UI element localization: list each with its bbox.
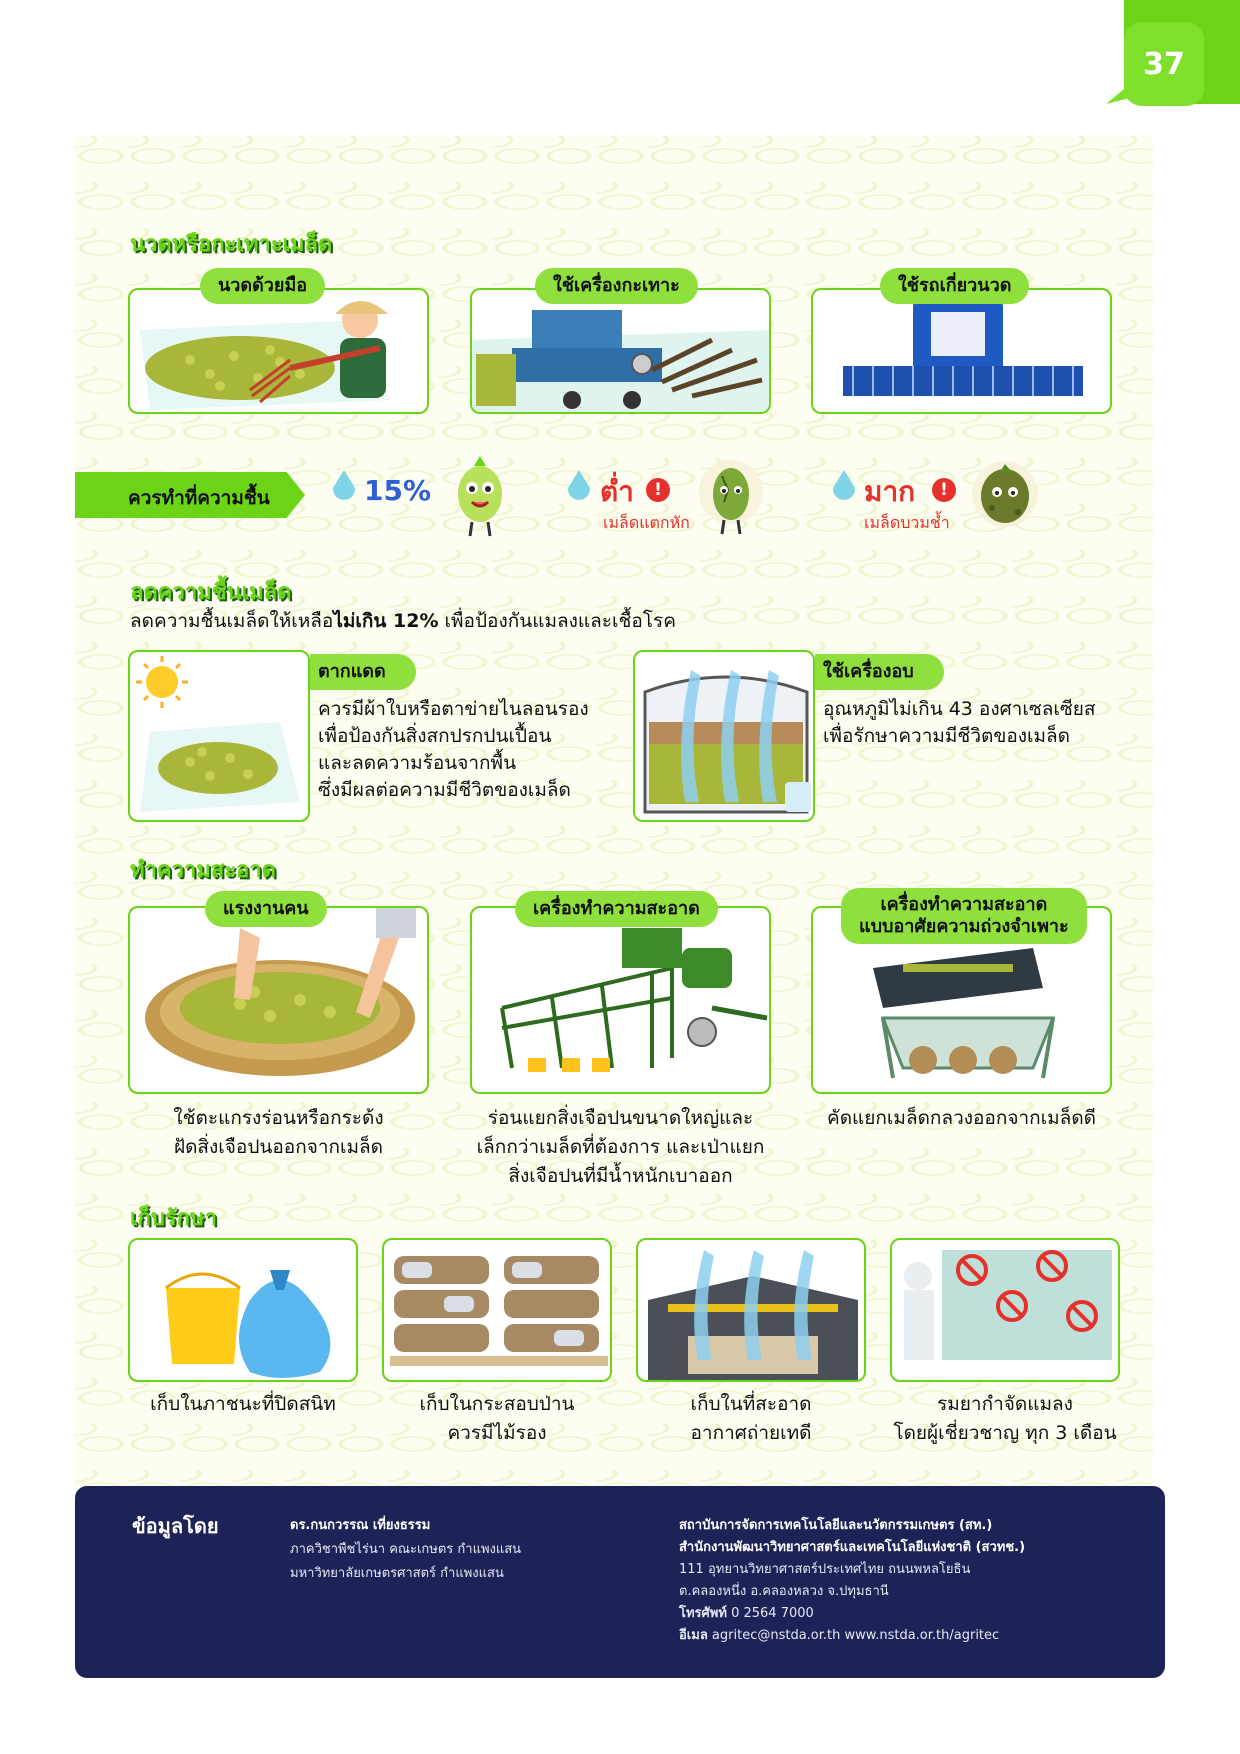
sun-drying-description: ควรมีผ้าใบหรือตาข่ายไนลอนรอง เพื่อป้องกันสิ่งสกปรกปนเปื้อน และลดความร้อนจากพื้น ซึ่งมีผลต่อความมีชีวิตของเมล็ด [318,698,589,801]
moisture-high-effect: เมล็ดบวมช้ำ [864,513,950,532]
jute-sacks-caption: เก็บในกระสอบป่าน ควรมีไม้รอง [419,1393,575,1444]
ventilated-warehouse-caption: เก็บในที่สะอาด อากาศถ่ายเทดี [690,1393,812,1444]
manual-cleaning-caption: ใช้ตะแกรงร่อนหรือกระด้ง ฝัดสิ่งเจือปนออกจากเมล็ด [173,1107,384,1158]
warning-icon: ! [646,478,670,502]
swollen-seed-icon [970,456,1040,536]
author-department: ภาควิชาพืชไร่นา คณะเกษตร กำแพงแสน [290,1542,522,1557]
credits-heading: ข้อมูลโดย [132,1514,219,1538]
manual-cleaning-label: แรงงานคน [205,891,327,927]
ventilated-warehouse-image [636,1238,866,1382]
gravity-separator-label: เครื่องทำความสะอาด แบบอาศัยความถ่วงจำเพาะ [841,888,1087,944]
oven-drying-label: ใช้เครื่องอบ [815,654,944,690]
gravity-separator-caption: คัดแยกเมล็ดกลวงออกจากเมล็ดดี [827,1107,1096,1129]
happy-seed-icon [450,454,510,538]
method-thresher-label: ใช้เครื่องกะเทาะ [535,268,698,304]
section-title-cleaning: ทำความสะอาด [130,858,276,883]
cracked-seed-icon [698,456,764,536]
moisture-low-value: ต่ำ [600,475,634,508]
warning-icon: ! [932,478,956,502]
org-name-2: สำนักงานพัฒนาวิทยาศาสตร์และเทคโนโลยีแห่งชาติ (สวทช.) [679,1540,1026,1555]
cleaning-machine-label: เครื่องทำความสะอาด [515,891,718,927]
moisture-high-value: มาก [864,475,916,508]
cleaning-machine-image [470,906,771,1094]
org-email: อีเมล agritec@nstda.or.th www.nstda.or.th/agritec [679,1628,1000,1643]
org-address-1: 111 อุทยานวิทยาศาสตร์ประเทศไทย ถนนพหลโยธิน [679,1562,971,1577]
hand-threshing-image [128,288,429,414]
author-name: ดร.กนกวรรณ เที่ยงธรรม [290,1518,431,1533]
moisture-low-effect: เมล็ดแตกหัก [603,513,690,532]
fumigation-image [890,1238,1120,1382]
combine-harvester-image [811,288,1112,414]
oven-drying-image [633,650,815,822]
page-number: 37 [1124,22,1204,106]
oven-drying-description: อุณหภูมิไม่เกิน 43 องศาเซลเซียส เพื่อรักษาความมีชีวิตของเมล็ด [823,698,1096,747]
drying-intro: ลดความชื้นเมล็ดให้เหลือไม่เกิน 12% เพื่อป้องกันแมลงและเชื้อโรค [130,610,676,632]
method-combine-label: ใช้รถเกี่ยวนวด [880,268,1029,304]
manual-cleaning-image [128,906,429,1094]
section-title-drying: ลดความชื้นเมล็ด [130,580,292,605]
moisture-label: ควรทำที่ความชื้น [128,487,270,509]
method-hand-threshing-label: นวดด้วยมือ [200,268,325,304]
moisture-target-value: 15% [364,474,432,507]
org-phone: โทรศัพท์ 0 2564 7000 [679,1606,814,1621]
cleaning-machine-caption: ร่อนแยกสิ่งเจือปนขนาดใหญ่และ เล็กกว่าเมล็ดที่ต้องการ และเป่าแยก สิ่งเจือปนที่มีน้ำหนักเบาออก [476,1107,765,1187]
sun-drying-image [128,650,310,822]
section-title-storage: เก็บรักษา [130,1206,217,1231]
footer-credits [75,1486,1165,1678]
section-title-threshing: นวดหรือกะเทาะเมล็ด [130,232,333,257]
jute-sacks-image [382,1238,612,1382]
fumigation-caption: รมยากำจัดแมลง โดยผู้เชี่ยวชาญ ทุก 3 เดือน [893,1393,1117,1444]
sealed-container-image [128,1238,358,1382]
sun-drying-label: ตากแดด [310,654,416,690]
org-address-2: ต.คลองหนึ่ง อ.คลองหลวง จ.ปทุมธานี [679,1584,889,1599]
org-name-1: สถาบันการจัดการเทคโนโลยีและนวัตกรรมเกษตร (สท.) [679,1518,993,1533]
sealed-container-caption: เก็บในภาชนะที่ปิดสนิท [150,1393,336,1415]
author-university: มหาวิทยาลัยเกษตรศาสตร์ กำแพงแสน [290,1566,504,1581]
thresher-machine-image [470,288,771,414]
